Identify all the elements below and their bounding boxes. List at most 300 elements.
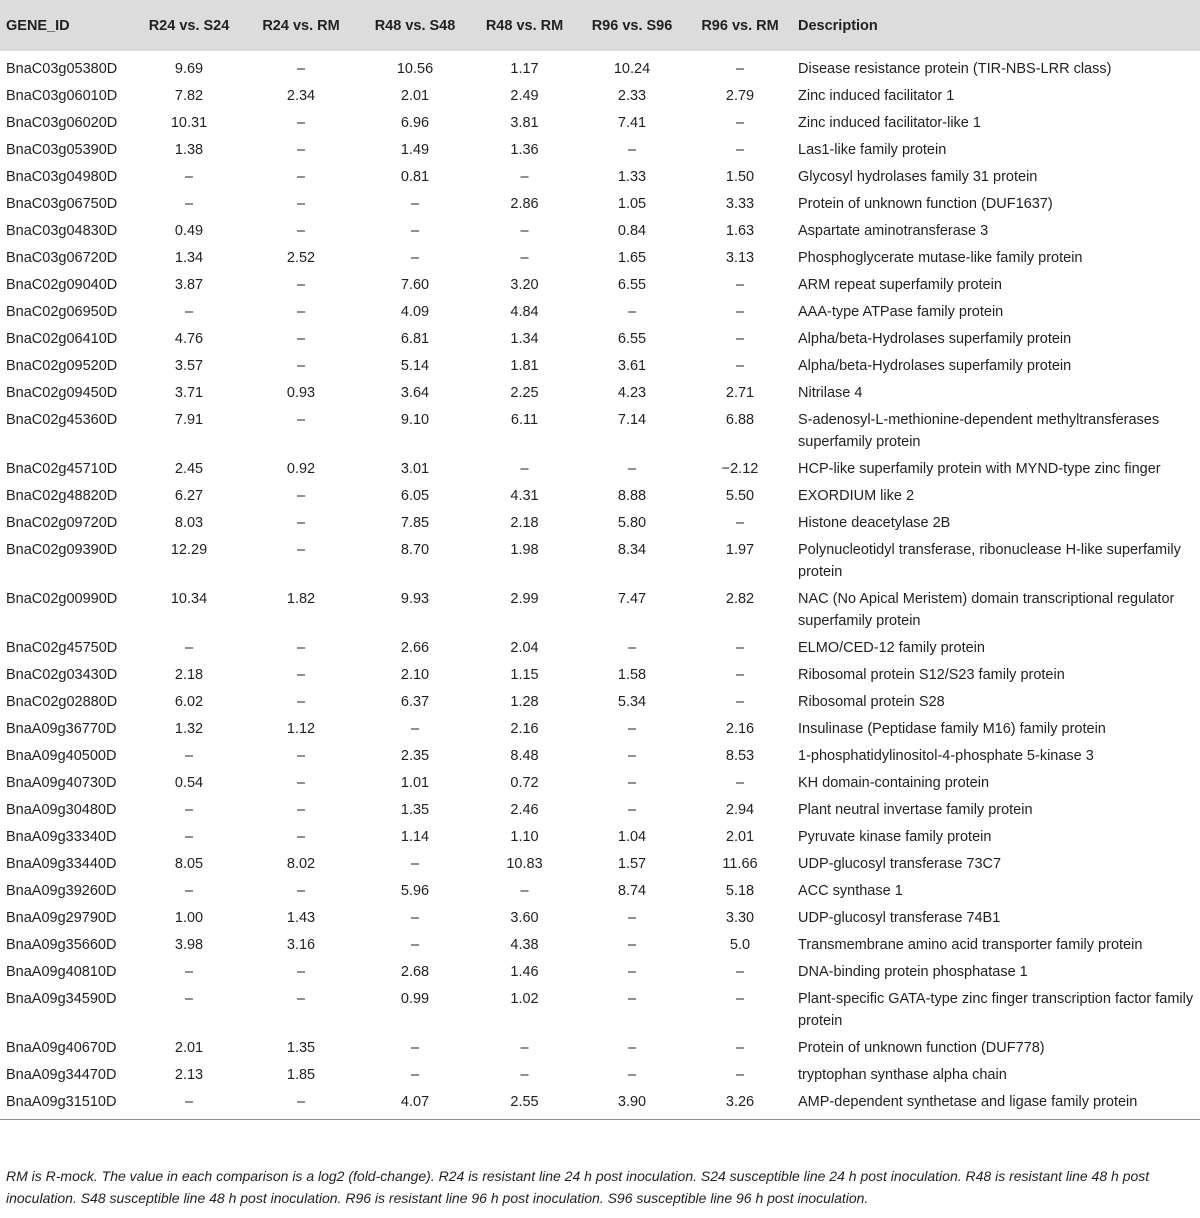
cell-value: – (627, 1067, 637, 1083)
cell-value: – (735, 331, 745, 347)
cell-value: – (410, 1067, 420, 1083)
cell-value: – (520, 1067, 529, 1083)
cell-value: 1.34 (174, 250, 204, 266)
cell-value: 2.33 (617, 88, 647, 104)
cell-value: – (735, 115, 745, 131)
cell-value: −2.12 (721, 461, 759, 477)
cell-value: 2.01 (174, 1040, 204, 1056)
cell-value: – (296, 304, 306, 320)
cell-gene-id: BnaC02g09040D (6, 277, 118, 293)
cell-value: 2.99 (510, 591, 539, 607)
cell-value: 3.30 (725, 910, 755, 926)
cell-description: Phosphoglycerate mutase-like family protein (798, 250, 1083, 266)
cell-value: 1.01 (400, 775, 430, 791)
cell-value: 8.34 (617, 542, 647, 558)
cell-value: 1.33 (617, 169, 647, 185)
cell-value: 2.10 (400, 667, 430, 683)
cell-value: – (627, 142, 637, 158)
cell-value: 7.85 (400, 515, 430, 531)
cell-value: – (296, 542, 306, 558)
cell-value: – (627, 937, 637, 953)
cell-gene-id: BnaC03g04830D (6, 223, 118, 239)
cell-value: 1.32 (174, 721, 204, 737)
cell-description: EXORDIUM like 2 (798, 488, 915, 504)
cell-description: KH domain-containing protein (798, 775, 990, 791)
cell-value: 8.74 (617, 883, 647, 899)
cell-value: – (296, 802, 306, 818)
table-row (0, 1061, 1200, 1088)
cell-value: 0.54 (174, 775, 204, 791)
table-row (0, 985, 1200, 1034)
header-r24-vs-s24: R24 vs. S24 (148, 17, 230, 34)
cell-gene-id: BnaC02g45750D (6, 640, 118, 656)
cell-value: – (184, 196, 194, 212)
cell-value: – (735, 694, 745, 710)
cell-value: 0.99 (400, 991, 430, 1007)
cell-value: 9.93 (400, 591, 430, 607)
cell-value: 7.41 (617, 115, 647, 131)
cell-value: 4.09 (400, 304, 430, 320)
cell-value: – (627, 910, 637, 926)
cell-value: 10.31 (170, 115, 208, 131)
cell-value: – (627, 1040, 637, 1056)
cell-value: – (410, 196, 420, 212)
cell-value: – (296, 358, 306, 374)
cell-gene-id: BnaA09g36770D (6, 721, 117, 737)
table-row (0, 823, 1200, 850)
cell-value: 2.82 (725, 591, 755, 607)
cell-value: 7.60 (400, 277, 430, 293)
cell-description: Plant neutral invertase family protein (798, 802, 1033, 818)
cell-value: 4.38 (510, 937, 539, 953)
cell-value: 8.88 (617, 488, 647, 504)
cell-value: – (627, 802, 637, 818)
cell-value: 11.66 (722, 856, 758, 872)
cell-gene-id: BnaA09g31510D (0, 1088, 133, 1120)
cell-value: 8.48 (510, 748, 539, 764)
cell-value: – (627, 964, 637, 980)
cell-description: S-adenosyl-L-methionine-dependent methyltransferases superfamily protein (798, 412, 1160, 450)
cell-description: UDP-glucosyl transferase 74B1 (798, 910, 1001, 926)
cell-value: 1.65 (617, 250, 647, 266)
cell-value: 2.13 (174, 1067, 204, 1083)
cell-description: tryptophan synthase alpha chain (798, 1067, 1007, 1083)
cell-description: UDP-glucosyl transferase 73C7 (798, 856, 1002, 872)
cell-value: – (296, 748, 306, 764)
cell-value: – (627, 640, 637, 656)
cell-value: 2.45 (174, 461, 204, 477)
table-row (0, 1088, 1200, 1120)
cell-value: – (184, 169, 194, 185)
cell-value: 2.16 (510, 721, 539, 737)
cell-value: 2.71 (725, 385, 755, 401)
header-gene-id: GENE_ID (6, 17, 70, 34)
cell-gene-id: BnaC02g03430D (6, 667, 118, 683)
cell-value: 0.81 (400, 169, 430, 185)
cell-value: 1.43 (286, 910, 316, 926)
cell-value: – (627, 748, 637, 764)
table-row (0, 325, 1200, 352)
cell-value: 1.97 (725, 542, 755, 558)
cell-value: 0.92 (286, 461, 316, 477)
cell-description: Polynucleotidyl transferase, ribonuclease H-like superfamily protein (798, 542, 1181, 580)
cell-value: – (296, 694, 306, 710)
cell-value: – (184, 802, 194, 818)
cell-value: – (520, 883, 529, 899)
cell-value: – (296, 169, 306, 185)
cell-gene-id: BnaA09g33440D (6, 856, 117, 872)
table-row (0, 455, 1200, 482)
cell-value: – (735, 277, 745, 293)
cell-gene-id: BnaA09g34590D (6, 991, 117, 1007)
cell-value: 2.94 (725, 802, 755, 818)
table-row (0, 190, 1200, 217)
table-row (0, 482, 1200, 509)
cell-value: 3.60 (510, 910, 539, 926)
cell-value: 0.49 (174, 223, 204, 239)
cell-value: – (184, 991, 194, 1007)
cell-value: 10.83 (506, 856, 543, 872)
cell-gene-id: BnaA09g40730D (6, 775, 117, 791)
cell-value: 5.96 (400, 883, 430, 899)
cell-value: 2.35 (400, 748, 430, 764)
cell-value: 4.84 (510, 304, 539, 320)
cell-value: 2.66 (400, 640, 430, 656)
cell-value: 0.84 (617, 223, 647, 239)
cell-value: 1.46 (510, 964, 539, 980)
cell-value: – (296, 142, 306, 158)
cell-value: 3.13 (725, 250, 755, 266)
cell-gene-id: BnaC02g09450D (6, 385, 118, 401)
cell-value: – (520, 250, 529, 266)
cell-description: 1-phosphatidylinositol-4-phosphate 5-kinase 3 (798, 748, 1094, 764)
cell-value: – (296, 412, 306, 428)
cell-value: 3.61 (617, 358, 647, 374)
table-body (0, 51, 1200, 1120)
cell-value: 1.35 (400, 802, 430, 818)
cell-value: 2.46 (510, 802, 539, 818)
cell-description: Glycosyl hydrolases family 31 protein (798, 169, 1038, 185)
cell-value: 2.52 (286, 250, 316, 266)
cell-gene-id: BnaC02g45710D (6, 461, 118, 477)
table-row (0, 688, 1200, 715)
cell-gene-id: BnaC03g06020D (6, 115, 118, 131)
cell-value: 4.31 (510, 488, 539, 504)
cell-value: 10.24 (613, 61, 651, 77)
cell-value: 5.80 (617, 515, 647, 531)
cell-value: – (627, 991, 637, 1007)
cell-value: – (296, 667, 306, 683)
cell-value: 1.28 (510, 694, 539, 710)
cell-value: 8.03 (174, 515, 204, 531)
cell-value: – (296, 775, 306, 791)
cell-value: 4.76 (174, 331, 204, 347)
cell-value: 0.72 (510, 775, 539, 791)
cell-gene-id: BnaA09g40500D (6, 748, 117, 764)
cell-description: Nitrilase 4 (798, 385, 863, 401)
cell-value: – (735, 1067, 745, 1083)
cell-value: 2.01 (725, 829, 755, 845)
cell-value: – (184, 964, 194, 980)
cell-value: – (735, 667, 745, 683)
cell-value: – (520, 223, 529, 239)
cell-value: 1.00 (174, 910, 204, 926)
cell-value: – (410, 937, 420, 953)
cell-value: 2.04 (510, 640, 539, 656)
cell-value: 8.05 (174, 856, 204, 872)
cell-value: – (296, 277, 306, 293)
cell-value: 1.15 (510, 667, 539, 683)
cell-value: 6.02 (174, 694, 204, 710)
cell-value: – (296, 515, 306, 531)
cell-value: – (410, 856, 420, 872)
cell-value: – (184, 640, 194, 656)
cell-gene-id: BnaC02g09390D (6, 542, 118, 558)
table-row (0, 51, 1200, 82)
cell-value: – (627, 304, 637, 320)
table-row (0, 406, 1200, 455)
cell-value: – (410, 721, 420, 737)
table-row (0, 82, 1200, 109)
table-footnote: RM is R-mock. The value in each comparison is a log2 (fold-change). R24 is resistant line 24 h post inoculation. S24 susceptible line 24 h post inoculation. R48 is resistant line 48 h post inoculation. S48 susceptible line 48 h post inoculation. R96 is resistant line 96 h post inoculation. S96 susceptible line 96 h post inoculation. (6, 1168, 1150, 1206)
cell-value: 1.05 (617, 196, 647, 212)
cell-gene-id: BnaA09g29790D (6, 910, 117, 926)
cell-description: Alpha/beta-Hydrolases superfamily protein (798, 331, 1072, 347)
cell-value: 2.25 (510, 385, 539, 401)
cell-value: – (296, 331, 306, 347)
cell-value: 2.49 (510, 88, 539, 104)
cell-value: 6.27 (174, 488, 204, 504)
table-row (0, 379, 1200, 406)
cell-value: 2.68 (400, 964, 430, 980)
cell-value: – (296, 61, 306, 77)
header-r24-vs-rm: R24 vs. RM (262, 17, 340, 34)
cell-value: – (296, 640, 306, 656)
cell-value: 1.02 (510, 991, 539, 1007)
cell-gene-id: BnaC02g02880D (6, 694, 118, 710)
cell-value: 5.34 (617, 694, 647, 710)
cell-value: 10.34 (170, 591, 208, 607)
table-row (0, 904, 1200, 931)
cell-value: 3.64 (400, 385, 430, 401)
header-r48-vs-s48: R48 vs. S48 (374, 17, 456, 34)
cell-value: 2.55 (473, 1088, 576, 1120)
cell-value: 3.01 (400, 461, 430, 477)
cell-gene-id: BnaC03g04980D (6, 169, 118, 185)
cell-gene-id: BnaA09g40810D (6, 964, 117, 980)
cell-value: 9.69 (174, 61, 204, 77)
cell-value: – (410, 1040, 420, 1056)
cell-value: 6.55 (617, 331, 647, 347)
cell-value: 6.55 (617, 277, 647, 293)
cell-description: Plant-specific GATA-type zinc finger transcription factor family protein (798, 991, 1194, 1029)
table-row (0, 877, 1200, 904)
cell-value: 2.18 (174, 667, 204, 683)
cell-value: 1.57 (617, 856, 647, 872)
cell-value: – (410, 223, 420, 239)
cell-value: 4.23 (617, 385, 647, 401)
cell-value: 6.88 (725, 412, 755, 428)
cell-value: 1.14 (400, 829, 430, 845)
cell-value: 1.85 (286, 1067, 316, 1083)
cell-value: 1.38 (174, 142, 204, 158)
cell-value: 1.49 (400, 142, 430, 158)
cell-value: – (627, 721, 637, 737)
cell-gene-id: BnaA09g35660D (6, 937, 117, 953)
cell-gene-id: BnaC03g05390D (6, 142, 118, 158)
cell-value: 1.50 (725, 169, 755, 185)
cell-description: ARM repeat superfamily protein (798, 277, 1002, 293)
header-r48-vs-rm: R48 vs. RM (485, 17, 564, 34)
cell-value: 2.01 (400, 88, 430, 104)
cell-gene-id: BnaA09g39260D (6, 883, 117, 899)
cell-value: 1.12 (286, 721, 316, 737)
cell-value: 12.29 (170, 542, 208, 558)
cell-value: – (735, 515, 745, 531)
cell-value: – (735, 775, 745, 791)
cell-description: Ribosomal protein S12/S23 family protein (798, 667, 1065, 683)
cell-value: 3.81 (510, 115, 539, 131)
cell-gene-id: BnaC03g06720D (6, 250, 118, 266)
cell-description: Transmembrane amino acid transporter family protein (798, 937, 1143, 953)
cell-gene-id: BnaA09g30480D (6, 802, 117, 818)
cell-value: 1.82 (286, 591, 316, 607)
table-row (0, 352, 1200, 379)
table-row (0, 244, 1200, 271)
cell-value: 2.16 (725, 721, 755, 737)
cell-value: 1.17 (510, 61, 539, 77)
cell-value: – (627, 461, 637, 477)
cell-value: 1.36 (510, 142, 539, 158)
cell-description: Zinc induced facilitator 1 (798, 88, 955, 104)
cell-value: 2.79 (725, 88, 755, 104)
cell-value: 1.63 (725, 223, 755, 239)
cell-value: 1.04 (617, 829, 647, 845)
cell-gene-id: BnaC02g48820D (6, 488, 118, 504)
cell-description: Histone deacetylase 2B (798, 515, 951, 531)
cell-value: – (735, 142, 745, 158)
cell-value: – (184, 883, 194, 899)
cell-value: 6.11 (510, 412, 539, 428)
table-row (0, 958, 1200, 985)
cell-value: – (520, 1040, 529, 1056)
cell-value: 6.81 (400, 331, 430, 347)
cell-value: 6.96 (400, 115, 430, 131)
cell-value: – (296, 964, 306, 980)
cell-description: Alpha/beta-Hydrolases superfamily protein (798, 358, 1072, 374)
cell-value: – (296, 829, 306, 845)
header-r96-vs-s96: R96 vs. S96 (591, 17, 673, 34)
cell-value: 7.82 (174, 88, 204, 104)
cell-description: HCP-like superfamily protein with MYND-type zinc finger (798, 461, 1161, 477)
cell-value: – (296, 196, 306, 212)
cell-value: 8.53 (725, 748, 755, 764)
cell-description: Protein of unknown function (DUF778) (798, 1040, 1045, 1056)
cell-value: – (296, 991, 306, 1007)
cell-value: 8.70 (400, 542, 430, 558)
cell-value: 4.07 (357, 1088, 473, 1120)
cell-value: 7.14 (617, 412, 647, 428)
table-row (0, 509, 1200, 536)
cell-description: Zinc induced facilitator-like 1 (798, 115, 981, 131)
cell-value: 1.34 (510, 331, 539, 347)
cell-value: – (184, 748, 194, 764)
cell-value: – (296, 488, 306, 504)
cell-gene-id: BnaC02g00990D (6, 591, 118, 607)
cell-value: 1.58 (617, 667, 647, 683)
cell-value: 3.20 (510, 277, 539, 293)
cell-value: 1.81 (510, 358, 539, 374)
table-row (0, 769, 1200, 796)
cell-value: 3.16 (286, 937, 316, 953)
table-row (0, 271, 1200, 298)
cell-value: 9.10 (400, 412, 430, 428)
cell-value: 1.35 (286, 1040, 316, 1056)
cell-value: 10.56 (396, 61, 434, 77)
cell-value: – (410, 250, 420, 266)
header-row (0, 0, 1200, 51)
cell-value: 3.33 (725, 196, 755, 212)
cell-description: Ribosomal protein S28 (798, 694, 945, 710)
cell-gene-id: BnaA09g34470D (6, 1067, 117, 1083)
header-r96-vs-rm: R96 vs. RM (701, 17, 779, 34)
cell-description: Aspartate aminotransferase 3 (798, 223, 989, 239)
cell-value: – (735, 640, 745, 656)
table-row (0, 661, 1200, 688)
table-row (0, 298, 1200, 325)
cell-gene-id: BnaC02g45360D (6, 412, 118, 428)
cell-description: Protein of unknown function (DUF1637) (798, 196, 1053, 212)
cell-value: – (520, 461, 529, 477)
cell-value: – (735, 991, 745, 1007)
cell-value: 1.10 (510, 829, 539, 845)
cell-value: 3.71 (174, 385, 204, 401)
header-description: Description (798, 17, 878, 34)
cell-value: 8.02 (286, 856, 316, 872)
table-header (0, 0, 1200, 51)
cell-value: 5.0 (729, 937, 751, 953)
cell-description: Las1-like family protein (798, 142, 947, 158)
cell-description: DNA-binding protein phosphatase 1 (798, 964, 1028, 980)
cell-gene-id: BnaC02g09720D (6, 515, 118, 531)
table-row (0, 796, 1200, 823)
cell-value: 6.05 (400, 488, 430, 504)
table-row (0, 850, 1200, 877)
cell-value: 7.47 (617, 591, 647, 607)
cell-value: – (184, 304, 194, 320)
cell-gene-id: BnaC02g09520D (6, 358, 118, 374)
cell-gene-id: BnaA09g33340D (6, 829, 117, 845)
cell-value: – (245, 1088, 357, 1120)
cell-value: – (184, 829, 194, 845)
cell-gene-id: BnaC02g06950D (6, 304, 118, 320)
table-row (0, 217, 1200, 244)
cell-value: 2.34 (286, 88, 316, 104)
cell-value: – (520, 169, 529, 185)
cell-value: – (410, 910, 420, 926)
table-row (0, 931, 1200, 958)
cell-value: 3.90 (576, 1088, 688, 1120)
cell-description: ELMO/CED-12 family protein (798, 640, 985, 656)
cell-value: – (735, 964, 745, 980)
cell-description: Disease resistance protein (TIR-NBS-LRR class) (798, 61, 1112, 77)
table-row (0, 536, 1200, 585)
cell-value: 3.26 (688, 1088, 792, 1120)
cell-value: – (735, 1040, 745, 1056)
table-row (0, 136, 1200, 163)
cell-value: 7.91 (174, 412, 204, 428)
cell-value: – (627, 775, 637, 791)
